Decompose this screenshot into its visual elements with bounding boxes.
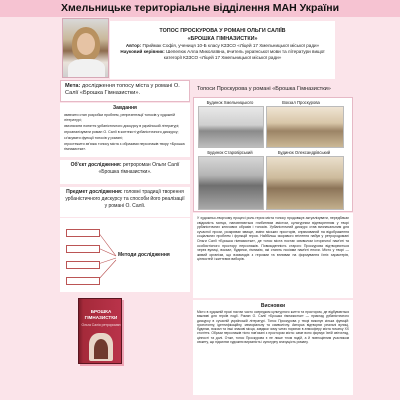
photo-station — [266, 106, 344, 148]
task-item: •з'ясувати функції топосів у романі; — [64, 136, 123, 140]
subject-box: Предмет дослідження: головні традиції творення урбаністичного дискурсу та способи його реалізації у романі О. Салії. — [60, 187, 190, 217]
photo-khmelnytskyi-building — [198, 106, 264, 148]
methods-diagram — [60, 218, 190, 292]
supervisor-row: Науковий керівник: Шепелюк Алла Миколаївна, вчитель української мови та літератури вищої категорії КЗЗСО «Ліцей 17 Хмельницької міської ради» — [120, 49, 325, 60]
object-box: Об'єкт дослідження: ретророман Ольги Салії «Брошка гімназистки». — [60, 160, 190, 184]
photo-gallery — [193, 97, 353, 212]
book-cover — [78, 298, 122, 364]
method-box — [66, 261, 100, 269]
author-photo — [62, 18, 109, 78]
topic-line: ТОПОС ПРОСКУРОВА У РОМАНІ ОЛЬГИ САЛІЇВ — [159, 28, 286, 34]
conclusions-heading: Висновки — [260, 303, 286, 309]
photo-old-building — [198, 156, 264, 210]
conclusions-box — [193, 300, 353, 395]
gallery-caption: Будинок Олександрівський — [277, 150, 331, 155]
gallery-caption: Будинок Старовірський — [207, 150, 253, 155]
task-item: •вивчити стан розробки проблем, репрезентації топосів у художній літературі; — [64, 113, 175, 122]
tasks-heading: Завдання — [113, 105, 137, 111]
topic-sub: «БРОШКА ГІМНАЗИСТКИ» — [187, 36, 258, 42]
author-row: Автор: Приймак Софія, учениця 10-Б класу КЗЗСО «Ліцей 17 Хмельницької міської ради» — [125, 43, 320, 48]
task-item: •проаналізувати роман О. Салії в контексті урбаністичного дискурсу; — [64, 130, 179, 134]
title-block — [110, 21, 335, 79]
intro-text: У художньо-творчому процесі роль героя міста топосу продовжує актуалізувати, передбачає свідомість митця, наповнюються глибинним змістом, культурним відтворенням у творі урбаністичних ключових образів і топосів. Урбаністичний дискурс став визначальним для сучасної прози, розкриває явище, зміни міських просторів, спрямований на відображення соціальних проблем і функцій героя. Найбільш яскравого втілення набув у ретрородомані Ольги Салії «Брошка гімназистки», де топос міста постає символом історичної пам'яті та особистісного простору персонажів. Повсякденність старого Проскурова відтворюється через вулиці, вокзал, будинки, гімназію, які стають носіями пам'яті епохи. Місто у творі — живий організм, що взаємодіє з героями та впливає на формування їхніх характерів, цінностей і життєвих виборів. — [193, 213, 353, 298]
goal-box: Мета: дослідження топосу міста у романі О. Салії «Брошка Гімназистки». — [60, 80, 190, 102]
topos-heading: Топоси Проскурова у романі «Брошка Гімназистки» — [197, 86, 331, 92]
task-item: •простежити зв'язок топосу міста з образами персонажів твору «Брошка гімназистки». — [64, 142, 185, 151]
gallery-caption: Вокзал Проскурова — [282, 100, 320, 105]
poster-header: Хмельницьке територіальне відділення МАН України — [0, 0, 400, 17]
method-box — [66, 245, 100, 253]
book-title: БРОШКА ГІМНАЗИСТКИ — [84, 309, 118, 320]
task-item: •визначити поняття урбаністичного дискурсу в українській літературі; — [64, 124, 180, 128]
tasks-box — [60, 103, 190, 157]
methods-label: Методи дослідження — [118, 252, 170, 258]
conclusions-text: Місто в художній прозі постає часто осередком культурного життя та простором, де відбуваються важливі для героїв події. Роман О. Салії «Брошка гімназистки» — приклад урбаністичного дискурсу в сучасній українській літературі. Топос Проскурова у творі виконує кілька функцій: хронотопну, ідентифікаційну, меморіальну та символічну. Авторка відтворює реальні вулиці, будинки, вокзал та інші знакові місця, завдяки чому читач поринає в атмосферу міста початку ХХ століття. Образи персонажів тісно пов'язані з простором міста: саме воно формує їхній світогляд, цінності та долі. Отже, топос Проскурова є не лише тлом подій, а й повноцінним учасником сюжету, що підсилює художню виразність і культурну значущість роману. — [197, 310, 349, 345]
method-box — [66, 229, 100, 237]
book-subtitle: Ольга Салія ретророман — [81, 323, 121, 327]
photo-oleksandrivskyi-building — [266, 156, 344, 210]
method-box — [66, 277, 100, 285]
gallery-caption: Будинок Хмельницького — [206, 100, 254, 105]
